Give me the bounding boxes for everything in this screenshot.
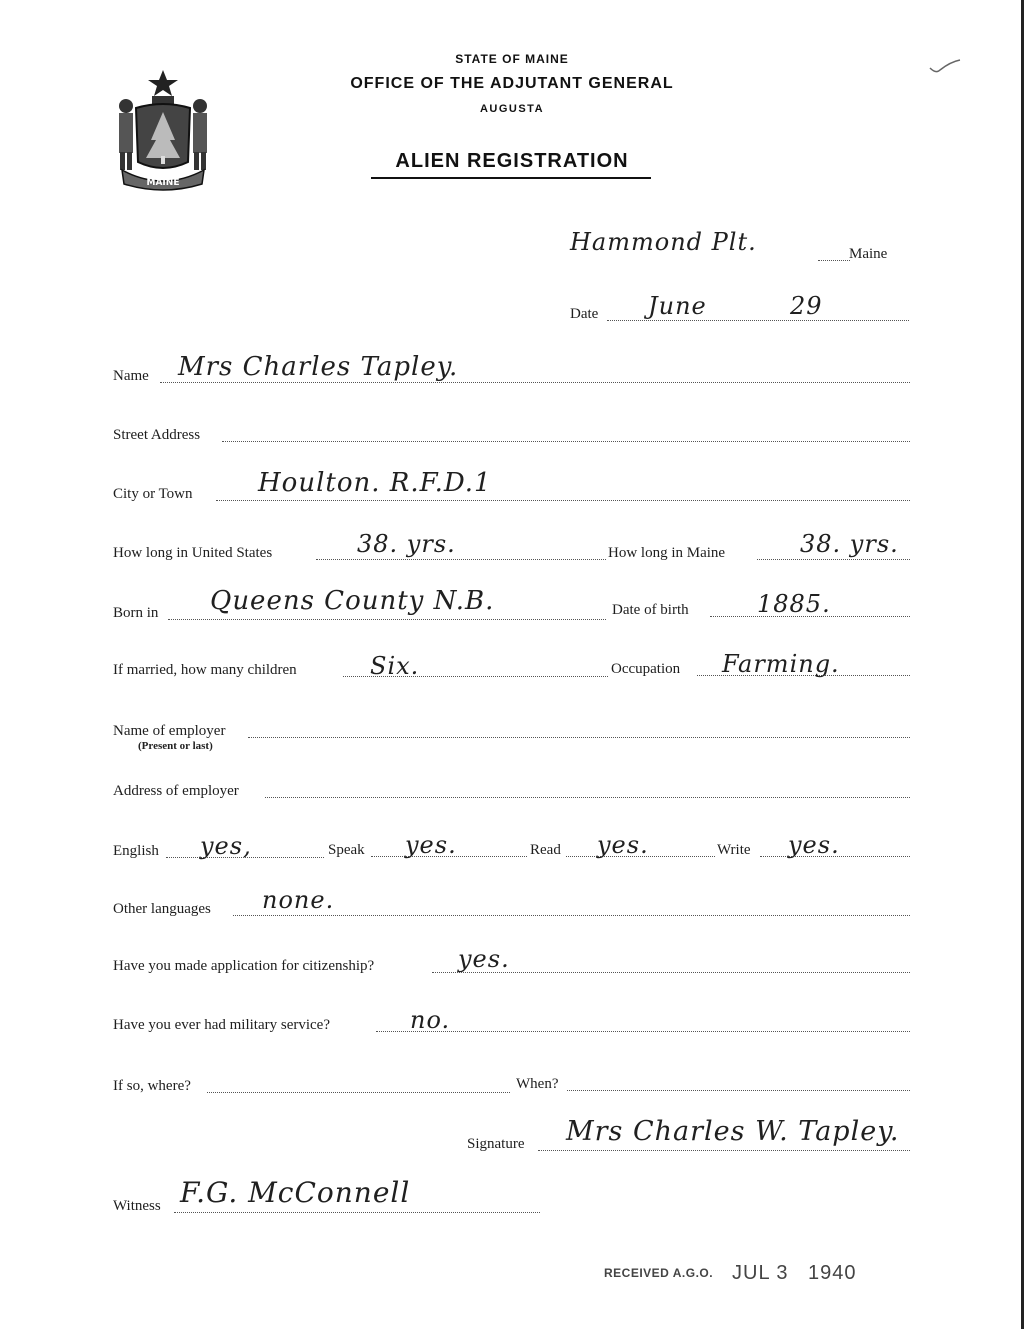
other-languages-label: Other languages <box>113 901 211 917</box>
other-languages-dots <box>233 915 910 916</box>
name-dots <box>160 382 910 383</box>
military-label: Have you ever had military service? <box>113 1017 330 1033</box>
name-value: Mrs Charles Tapley. <box>178 352 459 382</box>
title-underline <box>371 177 651 179</box>
read-value: yes. <box>597 831 649 859</box>
witness-label: Witness <box>113 1198 161 1214</box>
seal-banner-text: MAINE <box>146 178 180 188</box>
received-stamp-year: 1940 <box>808 1262 857 1284</box>
witness-dots <box>174 1212 540 1213</box>
header-city: AUGUSTA <box>479 103 545 115</box>
dob-value: 1885. <box>757 590 831 618</box>
born-in-label: Born in <box>113 605 159 621</box>
english-value: yes, <box>200 832 252 860</box>
write-label: Write <box>717 842 751 858</box>
military-dots <box>376 1031 910 1032</box>
citizenship-label: Have you made application for citizenship? <box>113 958 375 974</box>
children-value: Six. <box>370 652 420 680</box>
signature-value: Mrs Charles W. Tapley. <box>566 1116 900 1147</box>
street-dots <box>222 441 910 442</box>
speak-value: yes. <box>405 831 457 859</box>
place-dots <box>818 260 850 261</box>
form-title: ALIEN REGISTRATION <box>395 150 629 172</box>
header-state: STATE OF MAINE <box>455 52 569 66</box>
received-stamp-label: RECEIVED A.G.O. <box>604 1266 714 1280</box>
header-office: OFFICE OF THE ADJUTANT GENERAL <box>350 75 674 92</box>
children-label: If married, how many children <box>113 662 297 678</box>
city-value: Houlton. R.F.D.1 <box>258 468 492 498</box>
write-value: yes. <box>788 831 840 859</box>
witness-value: F.G. McConnell <box>180 1176 411 1209</box>
us-years-label: How long in United States <box>113 545 273 561</box>
dob-label: Date of birth <box>612 602 689 618</box>
military-value: no. <box>410 1006 451 1034</box>
name-label: Name <box>113 368 149 384</box>
employer-dots <box>248 737 910 738</box>
us-years-value: 38. yrs. <box>357 530 456 558</box>
employer-label: Name of employer <box>113 723 226 739</box>
born-in-dots <box>168 619 606 620</box>
occupation-value: Farming. <box>722 650 840 678</box>
maine-years-label: How long in Maine <box>608 545 726 561</box>
citizenship-value: yes. <box>458 945 510 973</box>
when-dots <box>567 1090 910 1091</box>
city-dots <box>216 500 910 501</box>
signature-dots <box>538 1150 910 1151</box>
date-day: 29 <box>790 292 823 320</box>
read-label: Read <box>530 842 561 858</box>
employer-sublabel: (Present or last) <box>138 740 213 752</box>
received-stamp-date: JUL 3 <box>732 1262 789 1284</box>
us-years-dots <box>316 559 606 560</box>
street-label: Street Address <box>113 427 201 443</box>
speak-label: Speak <box>328 842 365 858</box>
employer-address-label: Address of employer <box>113 783 239 799</box>
place-suffix: Maine <box>849 246 888 262</box>
where-label: If so, where? <box>113 1078 191 1094</box>
checkmark-icon <box>928 58 962 76</box>
maine-years-value: 38. yrs. <box>800 530 899 558</box>
employer-address-dots <box>265 797 910 798</box>
date-dots <box>607 320 909 321</box>
date-label: Date <box>570 306 599 322</box>
where-dots <box>207 1092 510 1093</box>
born-in-value: Queens County N.B. <box>210 586 495 616</box>
place-value: Hammond Plt. <box>570 228 757 256</box>
when-label: When? <box>516 1076 559 1092</box>
city-label: City or Town <box>113 486 193 502</box>
english-label: English <box>113 843 159 859</box>
maine-years-dots <box>757 559 910 560</box>
date-month: June <box>648 292 707 320</box>
other-languages-value: none. <box>262 886 335 914</box>
signature-label: Signature <box>467 1136 525 1152</box>
occupation-label: Occupation <box>611 661 681 677</box>
